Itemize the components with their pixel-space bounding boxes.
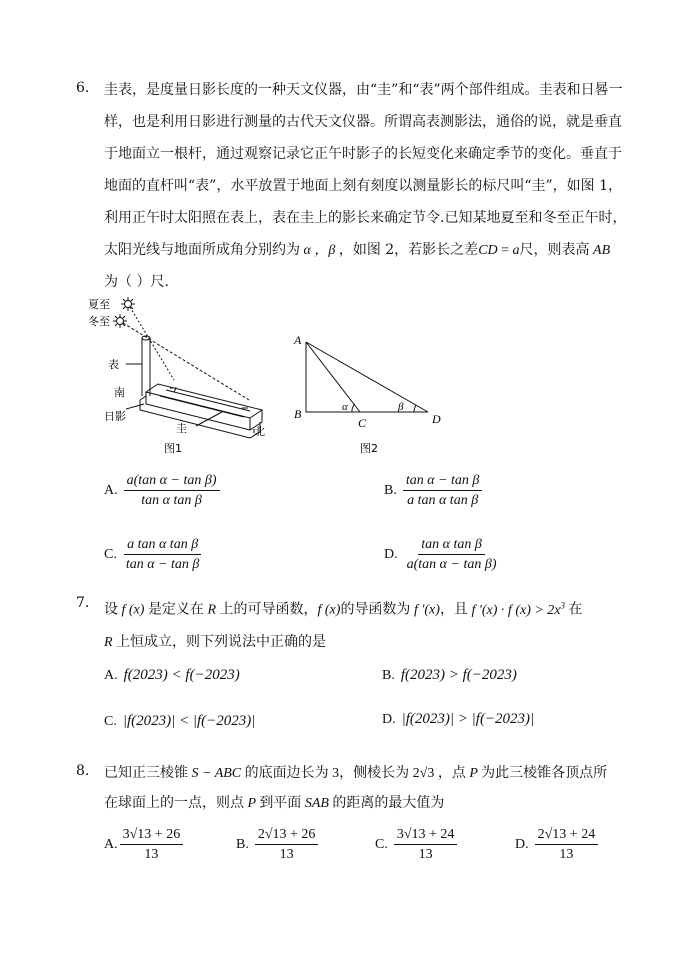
- option-fraction: [394, 825, 458, 864]
- text-line: [104, 595, 583, 621]
- denominator: 13: [144, 847, 159, 862]
- option-fraction: [120, 825, 184, 864]
- text-line: 地面的直杆叫“表”，水平放置于地面上刻有刻度以测量影长的标尺叫“圭”，如图 1，: [104, 178, 622, 194]
- option-a[interactable]: [104, 825, 183, 864]
- numerator: 2√13 + 24: [535, 825, 599, 845]
- text-fragment: 尺，则表高: [519, 242, 590, 258]
- math-p: P: [244, 796, 260, 811]
- text-fragment: 上的可导函数，: [219, 601, 318, 618]
- option-b[interactable]: [382, 667, 517, 684]
- option-c[interactable]: [375, 825, 457, 864]
- option-text: |f(2023)| < |f(−2023)|: [122, 713, 256, 729]
- numerator: tan α − tan β: [403, 471, 483, 491]
- option-label: C.: [375, 836, 388, 852]
- option-label: C.: [104, 546, 117, 562]
- option-d[interactable]: [384, 535, 500, 574]
- text-fragment: 已知正三棱锥: [104, 765, 188, 781]
- text-line: 利用正午时太阳照在表上，表在圭上的影长来确定节令.已知某地夏至和冬至正午时，: [104, 210, 627, 226]
- text-line: [104, 240, 610, 261]
- option-label: B.: [236, 836, 249, 852]
- fig1-caption: 图1: [164, 442, 182, 454]
- question-number: 8.: [76, 763, 90, 779]
- fig1-label-north: 北: [254, 425, 265, 438]
- denominator: 13: [559, 847, 574, 862]
- math-cd: CD: [478, 243, 498, 258]
- text-fragment: 太阳光线与地面所成角分别约为: [104, 242, 300, 258]
- fig2-label-a: A: [294, 333, 302, 347]
- fig1-label-biao: 表: [108, 358, 119, 371]
- question-7: [0, 595, 688, 745]
- option-a[interactable]: [104, 667, 240, 684]
- question-number: 6.: [76, 80, 90, 96]
- math-3: 3: [328, 766, 340, 781]
- numerator: tan α tan β: [418, 535, 485, 555]
- math-ab: AB: [589, 243, 611, 258]
- text-fragment: ，侧棱长为: [339, 765, 410, 781]
- math-inequality: f ′(x) · f $(x) > 2x^3$: [467, 600, 566, 618]
- option-c[interactable]: [104, 713, 255, 730]
- option-fraction: [123, 535, 203, 574]
- text-fragment: 的距离的最大值为: [332, 795, 445, 811]
- text-line: 为（ ）尺.: [104, 274, 169, 290]
- text-fragment: 是定义在: [147, 601, 204, 618]
- text-line: 于地面立一根杆，通过观察记录它正午时影子的长短变化来确定季节的变化。垂直于: [104, 146, 622, 162]
- text-fragment: 的底面边长为: [244, 765, 329, 781]
- option-fraction: [535, 825, 599, 864]
- math-2sqrt3: 2√3: [409, 766, 438, 781]
- math-fx: f (x): [118, 602, 148, 618]
- text-fragment: ，点: [437, 765, 466, 781]
- math-a: a: [512, 243, 520, 258]
- math-alpha-beta: α ，β: [300, 243, 339, 258]
- math-eq: =: [497, 243, 513, 258]
- option-fraction: [255, 825, 319, 864]
- math-fx: f (x): [317, 602, 341, 618]
- fig2-label-beta: β: [398, 401, 404, 413]
- fig1-label-gui: 圭: [176, 422, 187, 435]
- option-text: f(2023) > f(−2023): [400, 667, 517, 683]
- text-fragment: 设: [104, 601, 118, 618]
- text-line: [104, 763, 607, 784]
- option-text: |f(2023)| > |f(−2023)|: [401, 711, 535, 727]
- text-line: 样，也是利用日影进行测量的古代天文仪器。所谓高表测影法，通俗的说，就是垂直: [104, 114, 622, 130]
- fig1-label-summer: 夏至: [88, 298, 110, 311]
- option-b[interactable]: [236, 825, 318, 864]
- option-b[interactable]: [384, 471, 482, 510]
- math-pyramid: S − ABC: [188, 766, 245, 781]
- fig1-label-winter: 冬至: [88, 315, 110, 328]
- text-fragment: 在球面上的一点，则点: [104, 795, 244, 811]
- option-fraction: [404, 535, 500, 574]
- fig2-caption: 图2: [360, 442, 378, 455]
- question-number: 7.: [76, 595, 90, 611]
- option-label: B.: [384, 482, 397, 498]
- option-label: C.: [104, 713, 117, 729]
- option-fraction: [124, 471, 220, 510]
- option-label: D.: [382, 711, 396, 727]
- math-r: R: [203, 602, 220, 618]
- option-fraction: [403, 471, 483, 510]
- denominator: 13: [418, 847, 433, 862]
- denominator: a tan α tan β: [407, 493, 479, 508]
- numerator: 3√13 + 26: [120, 825, 184, 845]
- text-fragment: 为此三棱锥各顶点所: [481, 765, 608, 781]
- figure-2: [290, 330, 450, 456]
- denominator: tan α − tan β: [125, 557, 200, 572]
- figure-1: [82, 292, 282, 454]
- numerator: a(tan α − tan β): [124, 471, 220, 491]
- option-label: B.: [382, 667, 395, 683]
- numerator: 2√13 + 26: [255, 825, 319, 845]
- text-fragment: 到平面: [259, 795, 302, 811]
- sun-icon: [121, 297, 135, 311]
- text-fragment: 在: [568, 601, 583, 618]
- math-r: R: [104, 635, 117, 650]
- fig1-label-south: 南: [114, 386, 125, 399]
- sun-icon: [113, 314, 127, 328]
- option-text: f(2023) < f(−2023): [123, 667, 240, 683]
- math-fprime: f ′(x): [410, 602, 440, 618]
- numerator: 3√13 + 24: [394, 825, 458, 845]
- fig2-label-alpha: α: [342, 401, 348, 413]
- math-p: P: [465, 766, 482, 781]
- text-line: 圭表，是度量日影长度的一种天文仪器，由“圭”和“表”两个部件组成。圭表和日晷一: [104, 82, 623, 98]
- denominator: 13: [279, 847, 294, 862]
- fig2-label-d: D: [432, 412, 441, 426]
- text-fragment: 上恒成立，则下列说法中正确的是: [116, 634, 327, 650]
- question-8: [0, 763, 688, 883]
- text-fragment: ，且: [439, 601, 468, 618]
- option-label: A.: [104, 482, 118, 498]
- option-d[interactable]: [515, 825, 598, 864]
- option-label: A.: [104, 836, 118, 852]
- math-sab: SAB: [301, 796, 333, 811]
- fig2-label-b: B: [294, 407, 302, 421]
- text-fragment: 的导函数为: [340, 601, 411, 618]
- denominator: tan α tan β: [141, 493, 202, 508]
- option-a[interactable]: [104, 471, 220, 510]
- option-c[interactable]: [104, 535, 202, 574]
- fig2-label-c: C: [358, 416, 367, 430]
- option-label: D.: [515, 836, 529, 852]
- option-label: A.: [104, 667, 118, 683]
- option-d[interactable]: [382, 711, 534, 728]
- option-label: D.: [384, 546, 398, 562]
- text-fragment: ，如图 2，若影长之差: [338, 242, 479, 258]
- numerator: a tan α tan β: [124, 535, 201, 555]
- text-line: [104, 632, 326, 653]
- text-line: [104, 793, 444, 814]
- denominator: a(tan α − tan β): [406, 557, 497, 572]
- fig1-label-shadow: 日影: [104, 410, 126, 423]
